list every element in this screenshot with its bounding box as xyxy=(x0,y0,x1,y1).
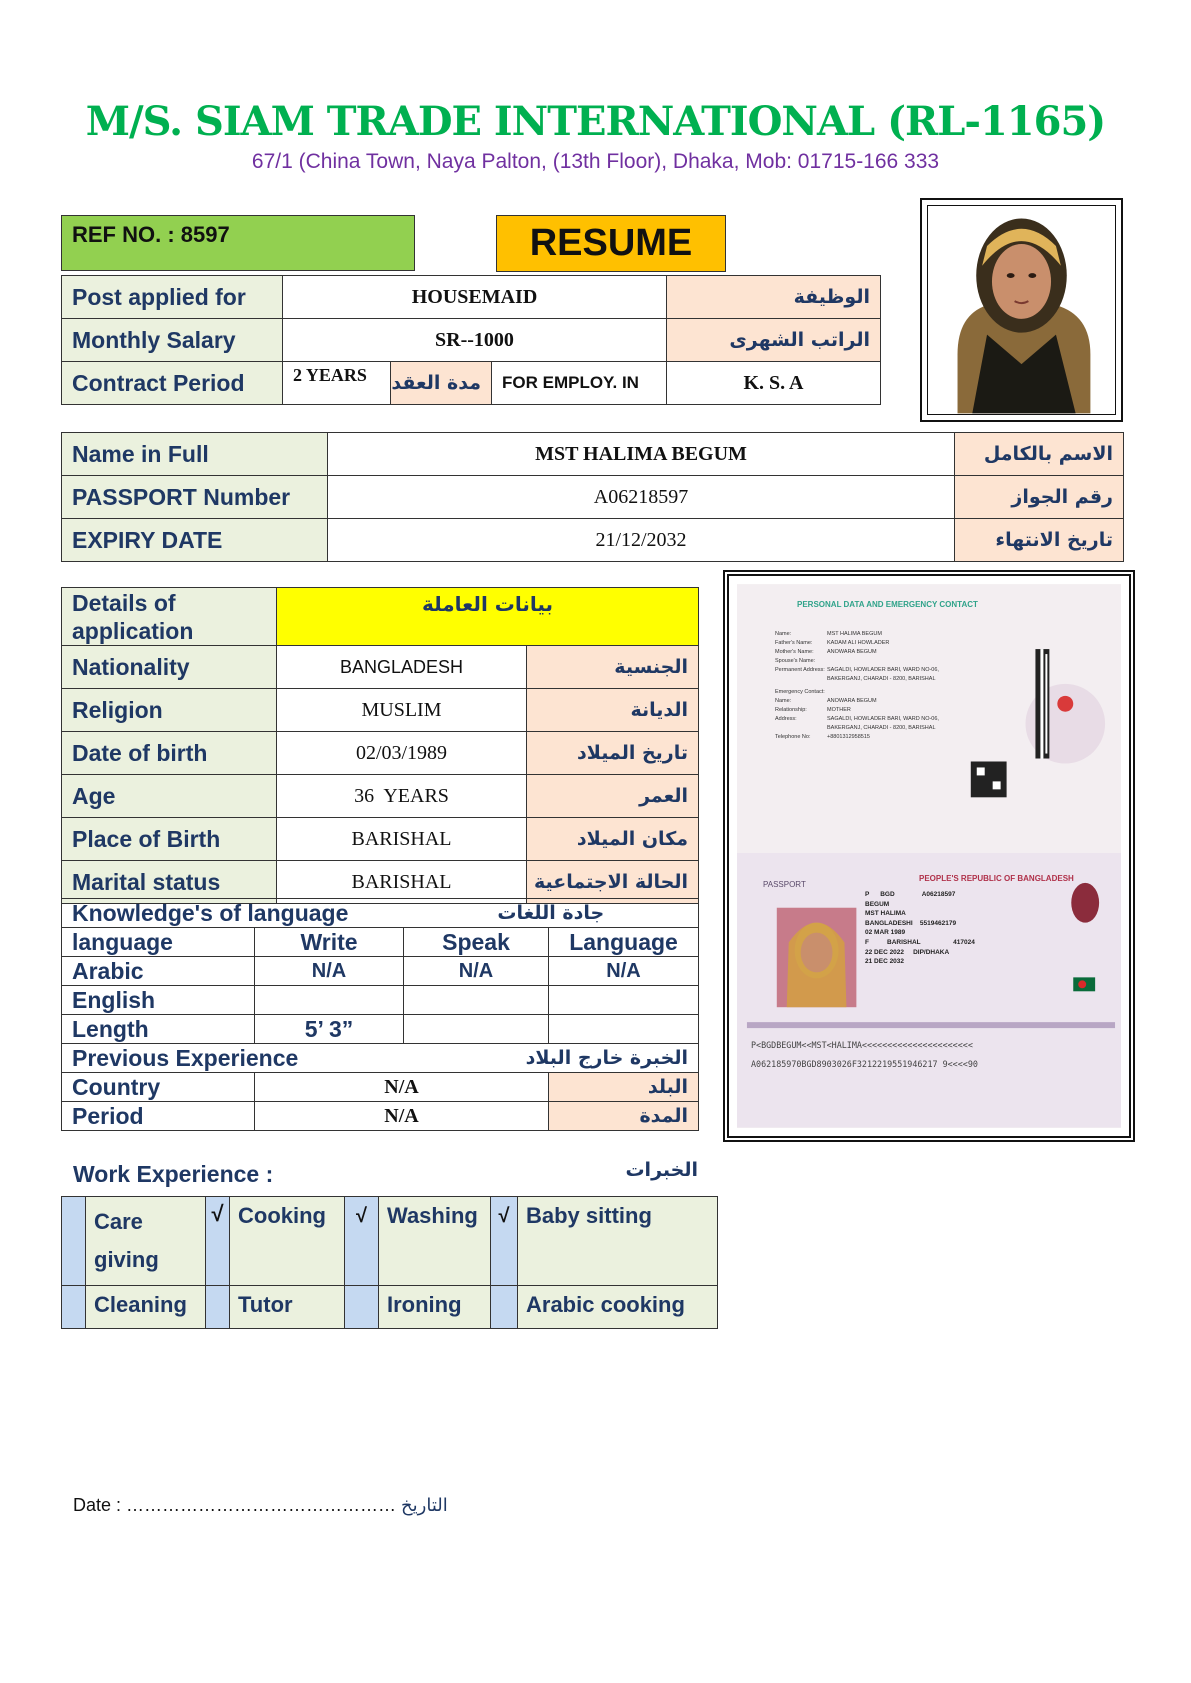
language-table xyxy=(61,898,699,1131)
passport-field: Emergency Contact: xyxy=(775,689,825,695)
passport-mrz-2: A062185970BGD8903026F3212219551946217 9<<<<90 xyxy=(751,1059,978,1069)
passport-field: Address: SAGALDI, HOWLADER BARI, WARD NO-06, BAKERGANJ, CHARADI - 8200, BARISHAL xyxy=(775,716,939,731)
nationality-arabic: الجنسية xyxy=(527,646,699,689)
experience-row xyxy=(62,1073,699,1102)
check-box: √ xyxy=(206,1197,230,1286)
work-item: Washing xyxy=(379,1197,491,1286)
check-mark: √ xyxy=(491,1197,518,1286)
passport-data-title: PERSONAL DATA AND EMERGENCY CONTACT xyxy=(797,600,978,609)
contract-value: 2 YEARS xyxy=(283,362,391,405)
length-empty xyxy=(549,1015,699,1044)
work-item: Baby sitting xyxy=(518,1197,718,1286)
passport-prev-no: 417024 xyxy=(953,938,975,946)
passport-field: Relationship: MOTHER xyxy=(775,707,851,713)
applicant-photo xyxy=(927,205,1116,415)
language-header-row xyxy=(62,928,699,957)
nationality-label: Nationality xyxy=(62,646,277,689)
passport-word: PASSPORT xyxy=(763,880,806,889)
work-item: Care giving xyxy=(86,1197,206,1286)
fullname-arabic: الاسم بالكامل xyxy=(955,433,1124,476)
work-title: Work Experience : xyxy=(73,1161,274,1187)
language-level: N/A xyxy=(549,957,699,986)
passport-surname: BEGUM xyxy=(865,900,890,908)
language-speak xyxy=(404,986,549,1015)
work-item: Tutor xyxy=(230,1286,345,1329)
experience-row xyxy=(62,1102,699,1131)
ref-number: REF NO. : 8597 xyxy=(61,215,415,271)
religion-label: Religion xyxy=(62,689,277,732)
passport-label: PASSPORT Number xyxy=(62,476,328,519)
language-level xyxy=(549,986,699,1015)
length-value: 5’ 3” xyxy=(255,1015,404,1044)
passport-dob: 02 MAR 1989 xyxy=(865,929,906,937)
birthplace-value: BARISHAL xyxy=(277,818,527,861)
identity-table xyxy=(61,432,1124,562)
age-label: Age xyxy=(62,775,277,818)
work-item: Cooking xyxy=(230,1197,345,1286)
country-arabic: البلد xyxy=(549,1073,699,1102)
passport-expiry: 21 DEC 2032 xyxy=(865,958,905,966)
details-row xyxy=(62,732,699,775)
language-name: Arabic xyxy=(62,957,255,986)
language-title-arabic: جادة اللغات xyxy=(404,899,699,928)
passport-country-code: BGD xyxy=(880,891,895,898)
check-mark: √ xyxy=(345,1197,379,1286)
details-row xyxy=(62,775,699,818)
write-col-header: Write xyxy=(255,928,404,957)
fullname-label: Name in Full xyxy=(62,433,328,476)
work-table xyxy=(61,1196,718,1329)
employ-value: K. S. A xyxy=(667,362,881,405)
language-speak: N/A xyxy=(404,957,549,986)
passport-number: A06218597 xyxy=(921,891,956,898)
check-box xyxy=(62,1197,86,1286)
passport-personal-no: 5519462179 xyxy=(919,919,957,927)
details-arabic: بيانات العاملة xyxy=(277,588,699,646)
period-value: N/A xyxy=(255,1102,549,1131)
period-arabic: المدة xyxy=(549,1102,699,1131)
country-value: N/A xyxy=(255,1073,549,1102)
experience-title-row xyxy=(62,1044,699,1073)
passport-arabic: رقم الجواز xyxy=(955,476,1124,519)
salary-label: Monthly Salary xyxy=(62,319,283,362)
length-label: Length xyxy=(62,1015,255,1044)
resume-title: RESUME xyxy=(496,215,726,272)
passport-scan xyxy=(737,584,1121,1128)
work-item: Arabic cooking xyxy=(518,1286,718,1329)
age-arabic: العمر xyxy=(527,775,699,818)
experience-title-arabic: الخبرة خارج البلاد xyxy=(404,1044,699,1073)
company-name: M/S. SIAM TRADE INTERNATIONAL (RL-1165) xyxy=(85,98,1106,145)
identity-row xyxy=(62,476,1124,519)
contract-row xyxy=(62,362,881,405)
details-label: Details of application xyxy=(62,588,277,646)
date-label: Date : ……………………………………… xyxy=(73,1495,397,1515)
expiry-value: 21/12/2032 xyxy=(328,519,955,562)
salary-arabic: الراتب الشهرى xyxy=(667,319,881,362)
post-label: Post applied for xyxy=(62,276,283,319)
language-title-row xyxy=(62,899,699,928)
period-label: Period xyxy=(62,1102,255,1131)
passport-birthplace: BARISHAL xyxy=(887,938,921,946)
passport-field: Name: MST HALIMA BEGUM xyxy=(775,631,882,637)
language-col-header: language xyxy=(62,928,255,957)
length-row xyxy=(62,1015,699,1044)
birthplace-arabic: مكان الميلاد xyxy=(527,818,699,861)
work-item: Cleaning xyxy=(86,1286,206,1329)
salary-value: SR--1000 xyxy=(283,319,667,362)
marital-arabic: الحالة الاجتماعية xyxy=(527,861,699,904)
passport-value: A06218597 xyxy=(328,476,955,519)
religion-value: MUSLIM xyxy=(277,689,527,732)
dob-label: Date of birth xyxy=(62,732,277,775)
expiry-label: EXPIRY DATE xyxy=(62,519,328,562)
check-box xyxy=(491,1286,518,1329)
passport-sex: F xyxy=(865,938,869,946)
passport-field: Father's Name: KADAM ALI HOWLADER xyxy=(775,640,890,646)
applicant-photo-image xyxy=(928,206,1115,414)
passport-field: Permanent Address: SAGALDI, HOWLADER BARI, WARD NO-06, BAKERGANJ, CHARADI - 8200, BARISHAL xyxy=(775,667,939,682)
date-line xyxy=(73,1495,448,1516)
company-address: 67/1 (China Town, Naya Palton, (13th Floor), Dhaka, Mob: 01715-166 333 xyxy=(251,150,940,173)
post-arabic: الوظيفة xyxy=(667,276,881,319)
identity-row xyxy=(62,519,1124,562)
language-write xyxy=(255,986,404,1015)
work-title-arabic: الخبرات xyxy=(625,1159,698,1181)
language-write: N/A xyxy=(255,957,404,986)
passport-issue: 22 DEC 2022 xyxy=(865,948,905,956)
age-value: 36 YEARS xyxy=(277,775,527,818)
date-arabic: التاريخ xyxy=(401,1495,448,1516)
nationality-value: BANGLADESH xyxy=(277,646,527,689)
salary-row xyxy=(62,319,881,362)
speak-col-header: Speak xyxy=(404,928,549,957)
passport-scan-frame xyxy=(723,570,1135,1142)
marital-label: Marital status xyxy=(62,861,277,904)
country-label: Country xyxy=(62,1073,255,1102)
photo-frame xyxy=(920,198,1123,422)
passport-field: Spouse's Name: xyxy=(775,658,816,664)
passport-field: Telephone No: +8801312958515 xyxy=(775,734,870,740)
religion-arabic: الديانة xyxy=(527,689,699,732)
passport-nationality: BANGLADESHI xyxy=(865,919,913,927)
language-row xyxy=(62,957,699,986)
contract-arabic: مدة العقد xyxy=(391,362,492,405)
language-title: Knowledge's of language xyxy=(62,899,404,928)
check-box xyxy=(345,1286,379,1329)
language-name: English xyxy=(62,986,255,1015)
birthplace-label: Place of Birth xyxy=(62,818,277,861)
post-table xyxy=(61,275,881,405)
expiry-arabic: تاريخ الانتهاء xyxy=(955,519,1124,562)
check-box xyxy=(206,1286,230,1329)
dob-value: 02/03/1989 xyxy=(277,732,527,775)
passport-republic: PEOPLE'S REPUBLIC OF BANGLADESH xyxy=(919,874,1074,883)
passport-field: Name: ANOWARA BEGUM xyxy=(775,698,877,704)
passport-fields xyxy=(775,630,1005,742)
dob-arabic: تاريخ الميلاد xyxy=(527,732,699,775)
details-header-row xyxy=(62,588,699,646)
passport-given: MST HALIMA xyxy=(865,910,906,918)
details-row xyxy=(62,646,699,689)
details-row xyxy=(62,689,699,732)
post-row xyxy=(62,276,881,319)
length-empty xyxy=(404,1015,549,1044)
work-row xyxy=(62,1286,718,1329)
work-item: Ironing xyxy=(379,1286,491,1329)
passport-bio xyxy=(865,890,1065,967)
language2-col-header: Language xyxy=(549,928,699,957)
identity-row xyxy=(62,433,1124,476)
language-row xyxy=(62,986,699,1015)
details-row xyxy=(62,818,699,861)
marital-value: BARISHAL xyxy=(277,861,527,904)
passport-authority: DIP/DHAKA xyxy=(913,948,950,956)
contract-label: Contract Period xyxy=(62,362,283,405)
experience-title: Previous Experience xyxy=(62,1044,404,1073)
passport-mrz-1: P<BGDBEGUM<<MST<HALIMA<<<<<<<<<<<<<<<<<<<<<< xyxy=(751,1040,973,1050)
passport-field: Mother's Name: ANOWARA BEGUM xyxy=(775,649,877,655)
employ-label: FOR EMPLOY. IN xyxy=(492,362,667,405)
passport-type: P xyxy=(865,891,870,898)
work-row xyxy=(62,1197,718,1286)
details-table xyxy=(61,587,699,904)
fullname-value: MST HALIMA BEGUM xyxy=(328,433,955,476)
post-value: HOUSEMAID xyxy=(283,276,667,319)
check-box xyxy=(62,1286,86,1329)
